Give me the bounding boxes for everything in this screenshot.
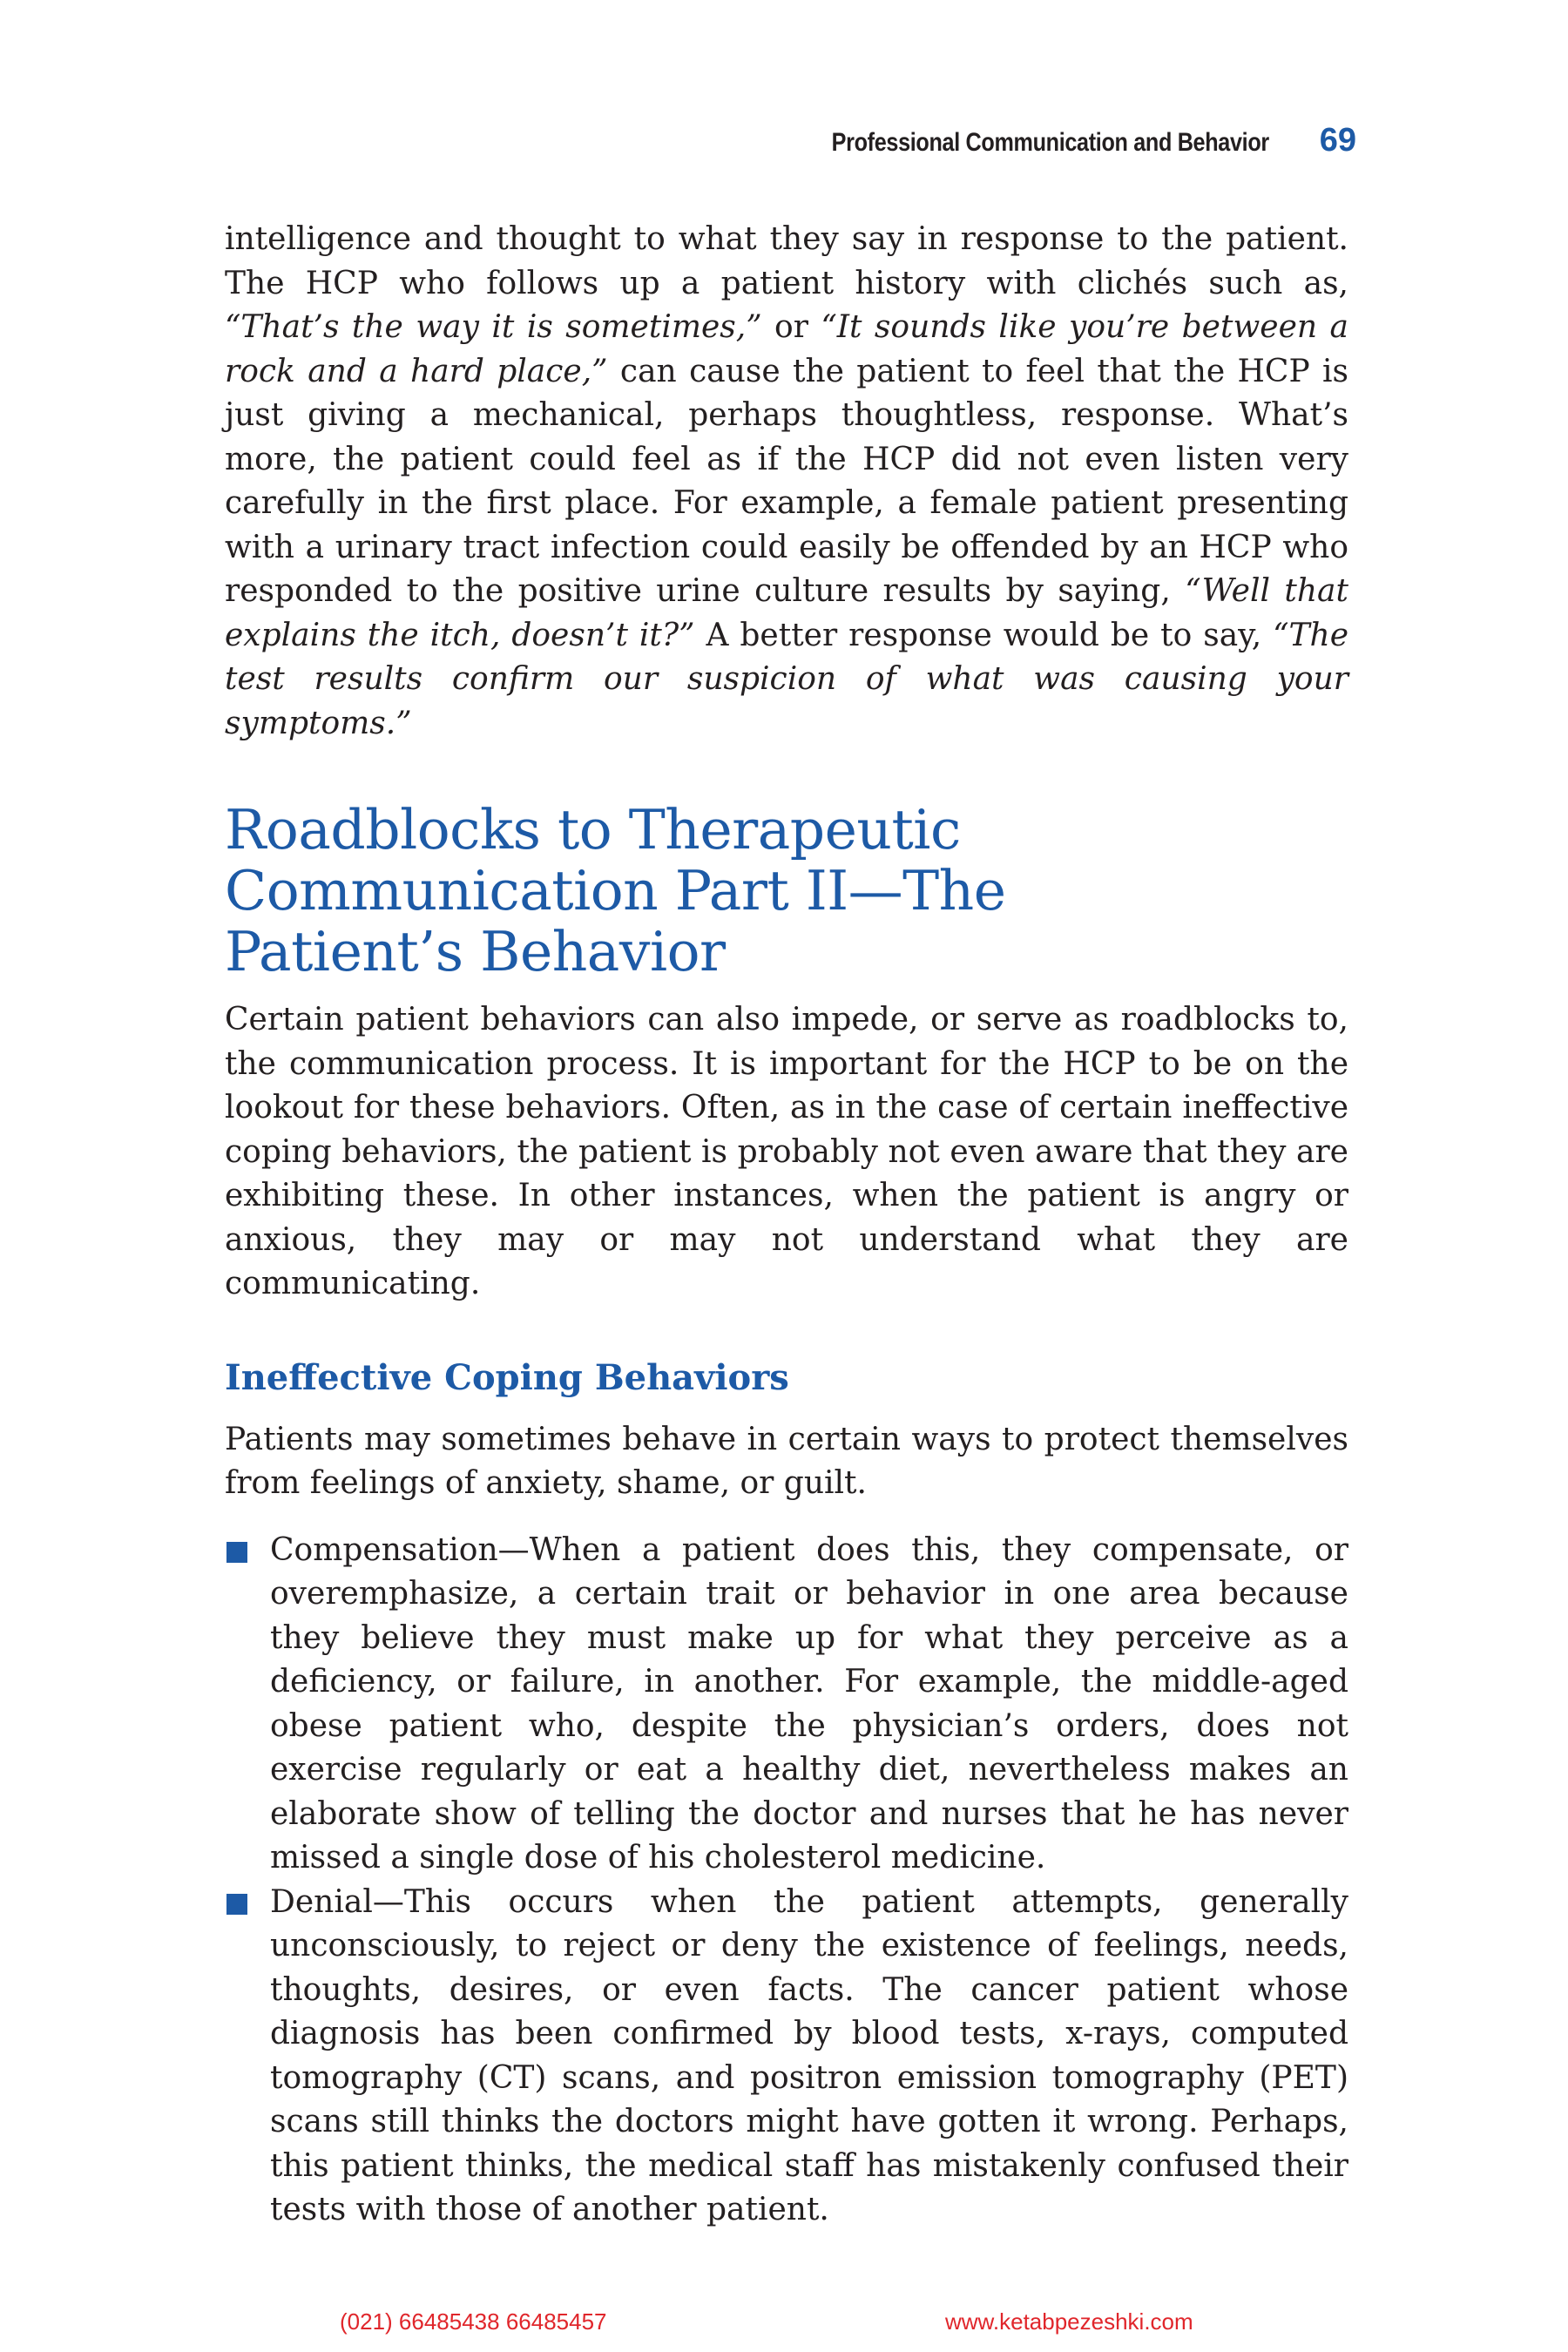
footer-phone: (021) 66485438 66485457 [340, 2308, 607, 2335]
quoted-example: “That’s the way it is sometimes,” [225, 309, 762, 345]
quoted-example: “It sounds like you’re between a rock and a hard place,” [225, 309, 1348, 389]
list-item [225, 1529, 1348, 1881]
section-heading [225, 800, 1348, 983]
quoted-example: “The test results confirm our suspicion of what was causing your symptoms.” [225, 617, 1348, 741]
bullet-list [225, 1529, 1348, 2233]
subsection-paragraph: Patients may sometimes behave in certain ways to protect themselves from feelings of anxiety, shame, or guilt. [225, 1421, 1348, 1501]
running-head [748, 122, 1356, 159]
running-head-title: Professional Communication and Behavior [831, 128, 1269, 157]
section-heading-line: Patient’s Behavior [225, 920, 726, 983]
section-paragraph: Certain patient behaviors can also impede, or serve as roadblocks to, the communication process. It is important for the HCP to be on the lookout for these behaviors. Often, as in the case of certain ineffective coping behaviors, the patient is probably not even aware that they are exhibiting these. In other instances, when the patient is angry or anxious, they may or may not understand what they are communicating. [225, 1002, 1348, 1301]
paragraph-text: or [761, 309, 821, 345]
page-body [225, 218, 1348, 2233]
page-number: 69 [1319, 122, 1356, 159]
paragraph-text: intelligence and thought to what they say in response to the patient. The HCP who follows up a patient history with clichés such as, [225, 221, 1348, 301]
quoted-example: “Well that explains the itch, doesn’t it?” [225, 573, 1348, 653]
subsection-heading: Ineffective Coping Behaviors [225, 1356, 789, 1398]
section-heading-line: Communication Part II—The [225, 859, 1006, 923]
intro-paragraph [225, 218, 1348, 746]
square-bullet-icon [226, 1542, 247, 1563]
paragraph-text: can cause the patient to feel that the HCP is just giving a mechanical, perhaps thoughtless, response. What’s more, the patient could feel as if the HCP did not even listen very carefully in the first place. For example, a female patient presenting with a urinary tract infection could easily be offended by an HCP who responded to the positive urine culture results by saying, [225, 353, 1349, 609]
paragraph-text: A better response would be to say, [694, 617, 1274, 653]
list-item-text: Compensation—When a patient does this, they compensate, or overemphasize, a certain trait or behavior in one area because they believe they must make up for what they perceive as a deficiency, or failure, in another. For example, the middle-aged obese patient who, despite the physician’s orders, does not exercise regularly or eat a healthy diet, nevertheless makes an elaborate show of telling the doctor and nurses that he has never missed a single dose of his cholesterol medicine. [270, 1531, 1348, 1876]
list-item-text: Denial—This occurs when the patient attempts, generally unconsciously, to reject or deny the existence of feelings, needs, thoughts, desires, or even facts. The cancer patient whose diagnosis has been confirmed by blood tests, x-rays, computed tomography (CT) scans, and positron emission tomography (PET) scans still thinks the doctors might have gotten it wrong. Perhaps, this patient thinks, the medical staff has mistakenly confused their tests with those of another patient. [270, 1883, 1348, 2227]
list-item [225, 1881, 1348, 2233]
footer-website: www.ketabpezeshki.com [945, 2308, 1193, 2335]
section-heading-line: Roadblocks to Therapeutic [225, 798, 961, 862]
square-bullet-icon [226, 1894, 247, 1915]
